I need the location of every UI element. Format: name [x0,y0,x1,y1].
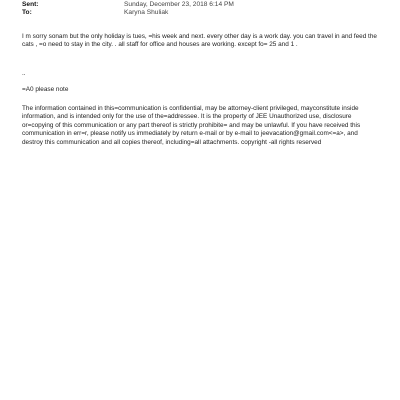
message-paragraph: I m sorry sonam but the only holiday is tues, =his week and next. every other day is a work day. you can travel in and feed the cats , =o need to stay in the city. . all staff for office and houses are working. except fo= 25 and 1 . [22,33,377,49]
confidentiality-notice: The information contained in this=communication is confidential, may be attorney-client privileged, mayconstitute inside information, and is intended only for the use of the=addressee. It is the property of JEE Unauthorized use, disclosure or=copying of this communication or any part thereof is strictly prohibite= and may be unlawful. If you have received this communication in err=r, please notify us immediately by return e-mail or by e-mail to jeevacation@gmail.com<=a>, and destroy this communication and all copies thereof, including=all attachments. copyright -all rights reserved [22,105,361,146]
to-label: To: [22,9,32,16]
to-value: Karyna Shuliak [124,9,169,16]
please-note-text: =A0 please note [22,86,69,93]
sent-value: Sunday, December 23, 2018 6:14 PM [124,1,234,8]
sent-label: Sent: [22,1,39,8]
ellipsis-text: .. [22,70,26,77]
